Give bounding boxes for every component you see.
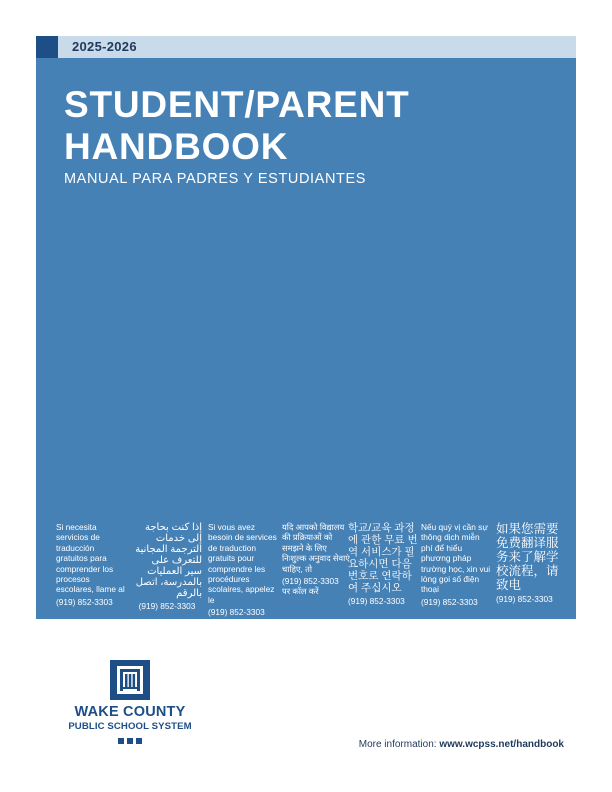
translation-suffix: पर कॉल करें: [282, 586, 319, 597]
title-line-2: HANDBOOK: [64, 126, 289, 167]
translation-text: إذا كنت بحاجة إلى خدمات الترجمة المجانية للتعرف على سير العمليات بالمدرسة، اتصل بالرقم: [135, 522, 202, 599]
translation-phone: (919) 852-3303: [138, 601, 196, 611]
school-year: 2025-2026: [72, 39, 137, 54]
translation-notice-hindi: [282, 522, 352, 597]
translation-phone: (919) 852-3303: [282, 576, 339, 587]
translation-phone: (919) 852-3303: [348, 596, 405, 606]
translation-text: Nếu quý vị cần sự thông dịch miễn phí để hiểu phương pháp trường học, xin vui lòng gọi số điện thoại: [421, 522, 491, 595]
cover-panel: [36, 58, 576, 619]
year-banner: [36, 36, 576, 58]
translation-phone: (919) 852-3303: [56, 596, 113, 607]
logo-name-line-2: PUBLIC SCHOOL SYSTEM: [68, 721, 192, 732]
translation-notice-vietnamese: [421, 522, 491, 607]
translation-notice-chinese: [496, 522, 560, 604]
translation-phone: (919) 852-3303: [496, 594, 553, 604]
more-info-label: More information:: [358, 739, 437, 750]
translation-text: Si necesita servicios de traducción gratuitos para comprender los procesos escolares, llame al: [56, 522, 125, 595]
translation-notice-spanish: [56, 522, 126, 607]
translation-text: 학교/교육 과정에 관한 무료 번역 서비스가 필요하시면 다음 번호로 연락하여 주십시오: [348, 522, 418, 594]
title-line-1: STUDENT/PARENT: [64, 84, 410, 125]
logo-squares: [115, 738, 145, 744]
translation-notice-french: [208, 522, 278, 618]
translation-text: Si vous avez besoin de services de traduction gratuits pour comprendre les procédures scolaires, appelez le: [208, 522, 277, 605]
logo-name-line-1: WAKE COUNTY: [74, 704, 186, 720]
more-information: [359, 739, 564, 750]
translation-notice-arabic: [132, 522, 202, 611]
translation-phone: (919) 852-3303: [208, 607, 265, 618]
handbook-title: [64, 84, 410, 168]
translation-text: यदि आपको विद्यालय की प्रक्रियाओं को समझने के लिए निःशुल्क अनुवाद सेवाएं चाहिए, तो: [282, 522, 350, 574]
handbook-subtitle: MANUAL PARA PADRES Y ESTUDIANTES: [64, 171, 367, 187]
handbook-url-link[interactable]: www.wcpss.net/handbook: [439, 739, 564, 750]
translation-notice-korean: [348, 522, 418, 606]
school-building-logo-icon: [110, 660, 150, 700]
wcpss-logo: [64, 660, 196, 750]
translation-text: 如果您需要免费翻译服务来了解学校流程，请致电: [496, 522, 559, 592]
translation-phone: (919) 852-3303: [421, 596, 478, 607]
year-banner-accent: [36, 36, 58, 58]
